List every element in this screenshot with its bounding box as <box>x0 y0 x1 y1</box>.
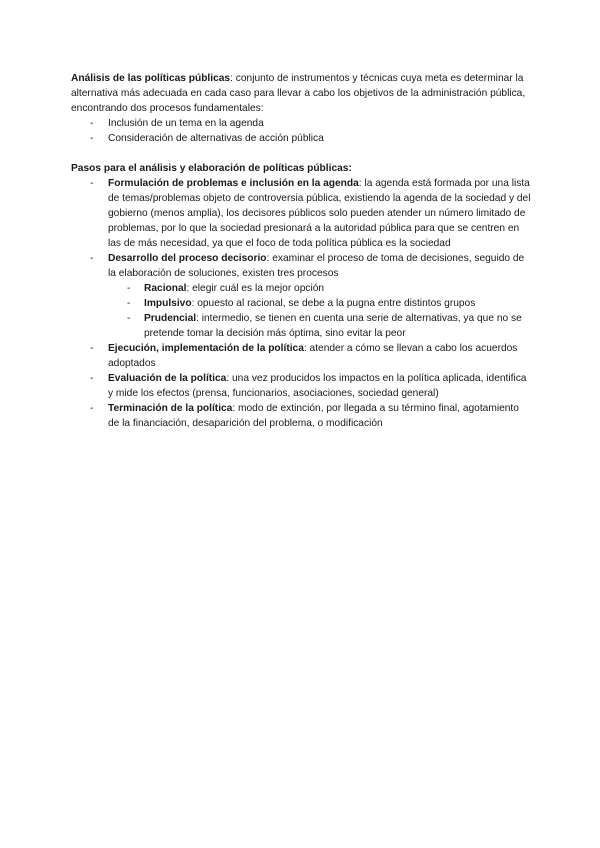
sub-text: : opuesto al racional, se debe a la pugna entre distintos grupos <box>191 298 476 309</box>
intro-definition: : conjunto de instrumentos y técnicas cuya meta es determinar la alternativa más adecuada en cada caso para llevar a cabo los objetivos de la administración pública, encontrando dos procesos fundamentales: <box>71 73 526 114</box>
step-text: : atender a cómo se llevan a cabo los acuerdos adoptados <box>108 343 518 369</box>
steps-heading: Pasos para el análisis y elaboración de políticas públicas: <box>71 163 352 174</box>
sub-term: Impulsivo <box>144 298 192 309</box>
step-text: : modo de extinción, por llegada a su término final, agotamiento de la financiación, desaparición del problema, o modificación <box>108 403 519 429</box>
steps-section <box>71 161 531 431</box>
intro-list <box>71 116 531 146</box>
sub-term: Prudencial <box>144 313 197 324</box>
intro-term: Análisis de las políticas públicas <box>71 73 231 84</box>
step-text: : la agenda está formada por una lista de temas/problemas objeto de controversia pública, existiendo la agenda de la sociedad y del gobierno (menos amplia), los decisores públicos solo pueden atender un número limitado de problemas, por lo que la sociedad presionará a la autoridad pública para que se centren en las de más necesidad, ya que el foco de toda política pública es la sociedad <box>108 178 531 249</box>
step-term: Formulación de problemas e inclusión en la agenda <box>108 178 359 189</box>
sub-item <box>108 311 531 341</box>
document-page <box>71 71 531 431</box>
steps-list <box>71 176 531 431</box>
step-term: Terminación de la política <box>108 403 233 414</box>
list-item: - Consideración de alternativas de acción pública <box>71 131 531 146</box>
step-item <box>71 251 531 341</box>
step-term: Ejecución, implementación de la política <box>108 343 304 354</box>
decision-process-list <box>108 281 531 341</box>
sub-item <box>108 281 531 296</box>
step-term: Evaluación de la política <box>108 373 227 384</box>
step-text: : examinar el proceso de toma de decisiones, seguido de la elaboración de soluciones, existen tres procesos <box>108 253 525 279</box>
step-term: Desarrollo del proceso decisorio <box>108 253 267 264</box>
step-item <box>71 341 531 371</box>
sub-text: : elegir cuál es la mejor opción <box>186 283 325 294</box>
step-item <box>71 176 531 251</box>
sub-term: Racional <box>144 283 187 294</box>
sub-item <box>108 296 531 311</box>
sub-text: : intermedio, se tienen en cuenta una serie de alternativas, ya que no se pretende tomar la decisión más óptima, sino evitar la peor <box>144 313 522 339</box>
step-item <box>71 371 531 401</box>
step-item <box>71 401 531 431</box>
step-text: : una vez producidos los impactos en la política aplicada, identifica y mide los efectos (prensa, funcionarios, asociaciones, sociedad general) <box>108 373 527 399</box>
list-item: - Inclusión de un tema en la agenda <box>71 116 531 131</box>
intro-paragraph <box>71 71 531 116</box>
